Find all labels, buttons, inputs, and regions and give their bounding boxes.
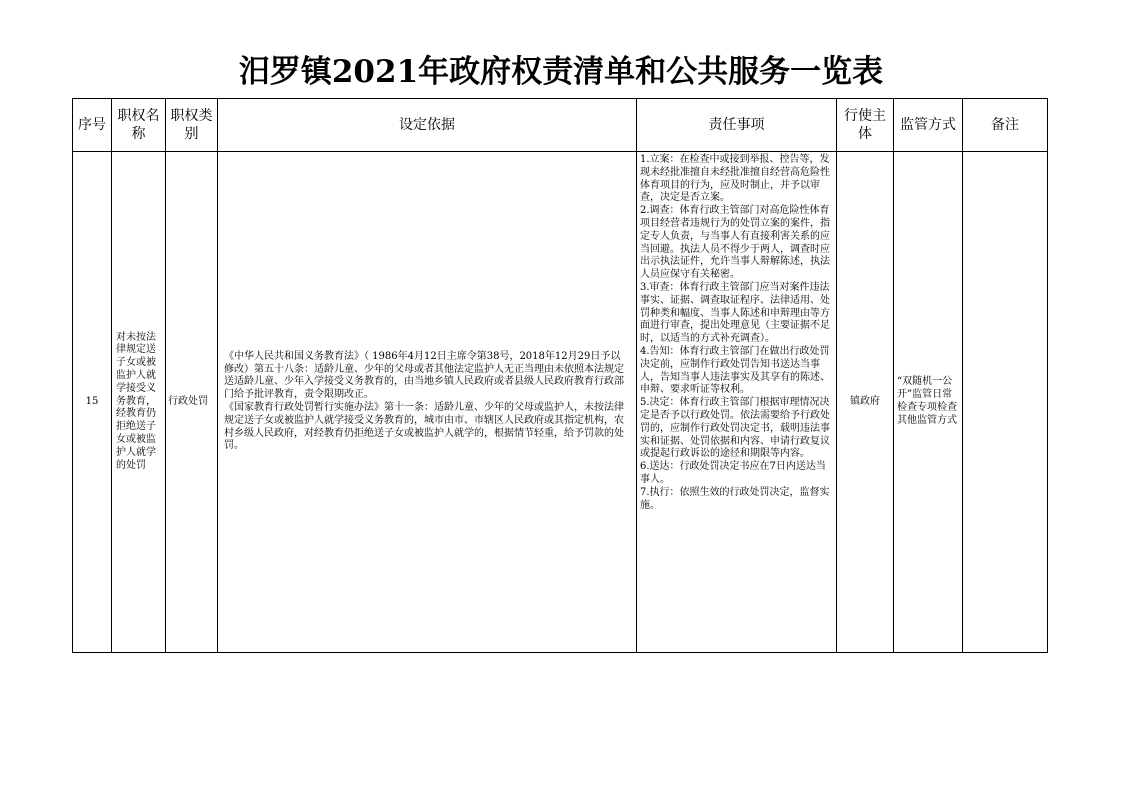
cell-power-type: 行政处罚 [166,152,218,653]
header-subject: 行使主体 [837,99,894,152]
responsibility-item: 2.调查：体育行政主管部门对高危险性体育项目经营者违规行为的处罚立案的案件，指定专人负责，与当事人有直接利害关系的应当回避。执法人员不得少于两人，调查时应出示执法证件，允许当事人辩解陈述，执法人员应保守有关秘密。 [640,205,830,281]
legal-basis-item: 《中华人民共和国义务教育法》（ 1986年4月12日主席令第38号，2018年12月29日予以修改）第五十八条：适龄儿童、少年的父母或者其他法定监护人无正当理由未依照本法规定送适龄儿童、少年入学接受义务教育的，由当地乡镇人民政府或者县级人民政府教育行政部门给予批评教育，责令限期改正。 [224,350,624,401]
header-name: 职权名称 [112,99,166,152]
legal-basis-item: 《国家教育行政处罚暂行实施办法》第十一条：适龄儿童、少年的父母或监护人，未按法律规定送子女或被监护人就学接受义务教育的，城市由市、市辖区人民政府或其指定机构，农村乡级人民政府，对经教育仍拒绝送子女或被监护人就学的，根据情节轻重，给予罚款的处罚。 [224,402,624,452]
power-list-table [72,98,1048,653]
cell-responsibilities [637,152,837,653]
responsibility-item: 7.执行：依照生效的行政处罚决定，监督实施。 [640,486,830,511]
responsibility-item: 3.审查：体育行政主管部门应当对案件违法事实、证据、调查取证程序、法律适用、处罚种类和幅度、当事人陈述和申辩理由等方面进行审查，提出处理意见（主要证据不足时，以适当的方式补充调查）。 [640,281,830,345]
responsibility-item: 5.决定：体育行政主管部门根据审理情况决定是否予以行政处罚。依法需要给予行政处罚的，应制作行政处罚决定书，载明违法事实和证据、处罚依据和内容、申请行政复议或提起行政诉讼的途径和期限等内容。 [640,397,830,460]
cell-subject: 镇政府 [837,152,894,653]
responsibility-list [640,152,833,512]
cell-seq: 15 [73,152,112,653]
cell-power-name: 对未按法律规定送子女或被监护人就学接受义务教育，经教育仍拒绝送子女或被监护人就学的处罚 [112,152,166,653]
table-row [73,152,1048,653]
cell-supervision: “双随机一公开”监管日常检查专项检查其他监管方式 [894,152,963,653]
document-title: 汨罗镇2021年政府权责清单和公共服务一览表 [238,54,884,90]
header-duty: 责任事项 [637,99,837,152]
header-remark: 备注 [963,99,1048,152]
table-header-row [73,99,1048,152]
header-type: 职权类别 [166,99,218,152]
header-basis: 设定依据 [218,99,637,152]
header-seq: 序号 [73,99,112,152]
responsibility-item: 4.告知：体育行政主管部门在做出行政处罚决定前，应制作行政处罚告知书送达当事人，告知当事人违法事实及其享有的陈述、申辩、要求听证等权利。 [640,345,830,396]
legal-basis-list [224,351,630,453]
cell-legal-basis [218,152,637,653]
cell-remark [963,152,1048,653]
responsibility-item: 6.送达：行政处罚决定书应在7日内送达当事人。 [640,461,826,485]
responsibility-item: 1.立案：在检查中或接到举报、控告等，发现未经批准擅自未经批准擅自经营高危险性体育项目的行为，应及时制止，并予以审查，决定是否立案。 [640,154,830,204]
header-supervise: 监管方式 [894,99,963,152]
